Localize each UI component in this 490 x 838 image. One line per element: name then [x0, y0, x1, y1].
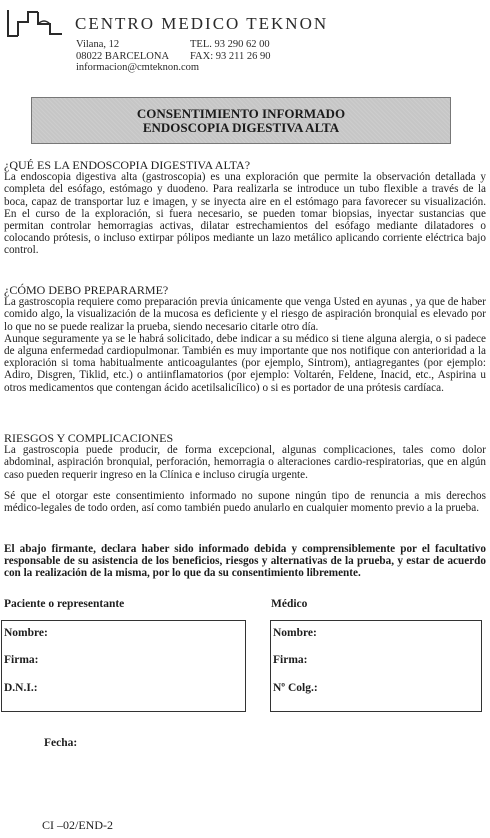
teknon-logo	[6, 6, 64, 38]
title-box	[31, 97, 451, 144]
patient-signature-box[interactable]	[1, 620, 246, 712]
email: informacion@cmteknon.com	[76, 62, 200, 73]
patient-label: Paciente o representante	[4, 598, 125, 610]
org-name: CENTRO MEDICO TEKNON	[75, 14, 329, 33]
declaration-text: El abajo firmante, declara haber sido informado debida y comprensiblemente por el facultativo responsable de su asistencia de los beneficios, riesgos y alternativas de la prueba, y estar de acuerdo con la realización de la misma, por lo que da su consentimiento libremente.	[4, 543, 486, 580]
contact-block	[190, 39, 271, 62]
doctor-colegiado-field[interactable]: Nº Colg.:	[273, 682, 318, 694]
title-line-2: ENDOSCOPIA DIGESTIVA ALTA	[142, 120, 340, 135]
doctor-label: Médico	[271, 598, 308, 610]
patient-dni-field[interactable]: D.N.I.:	[4, 682, 38, 694]
doctor-name-field[interactable]: Nombre:	[273, 627, 317, 639]
section-what	[4, 159, 486, 257]
title-line-1: CONSENTIMIENTO INFORMADO	[136, 106, 346, 121]
section-declaration	[4, 543, 486, 580]
patient-signature-field[interactable]: Firma:	[4, 654, 39, 666]
section-rights	[4, 490, 486, 514]
section-what-text: La endoscopia digestiva alta (gastroscopia) es una exploración que permite la observación detallada y completa del esófago, estómago y duodeno. Para realizarla se introduce un tubo flexible a través de la boca, capaz de transportar luz e imagen, y se inyecta aire en el estómago para favorecer su visualización. En el curso de la exploración, si fuera necesario, se pueden tomar biopsias, inyectar sustancias que permitan controlar hemorragias activas, dilatar estrechamientos del esófago mediante dilatadores o colocando prótesis, o incluso extirpar pólipos mediante un lazo metálico aplicando corriente eléctrica bajo control.	[4, 171, 486, 257]
section-risks-text: La gastroscopia puede producir, de forma excepcional, algunas complicaciones, tales como dolor abdominal, aspiración bronquial, perforación, hemorragia o alteraciones cardio-respiratorias, que en algún caso pueden requerir ingreso en la Clínica e incluso cirugía urgente.	[4, 444, 486, 481]
patient-name-field[interactable]: Nombre:	[4, 627, 48, 639]
document-code: CI –02/END-2	[42, 818, 113, 832]
section-prep-text-2: Aunque seguramente ya se le habrá solicitado, debe indicar a su médico si tiene alguna alergia, o si padece de alguna enfermedad cardiopulmonar. También es muy importante que nos notifique con anterioridad a la exploración si toma habitualmente anticoagulantes (por ejemplo, Sintrom), antiagregantes (por ejemplo: Adiro, Disgren, Tiklid, etc.) o antiinflamatorios (por ejemplo: Voltarén, Feldene, Inacid, etc., Aspirina u otros medicamentos que contengan ácido acetilsalicílico) o si es portador de una prótesis cardíaca.	[4, 332, 486, 394]
address-block	[76, 39, 199, 74]
address-city: 08022 BARCELONA	[76, 50, 170, 62]
fax: FAX: 93 211 26 90	[190, 50, 271, 62]
section-risks-heading: RIESGOS Y COMPLICACIONES	[4, 431, 174, 445]
rights-text: Sé que el otorgar este consentimiento informado no supone ningún tipo de renuncia a mis derechos médico-legales de todo orden, así como también puedo anularlo en cualquier momento previo a la prueba.	[4, 490, 486, 515]
date-field[interactable]: Fecha:	[44, 737, 78, 749]
section-prep	[4, 284, 486, 394]
section-what-heading: ¿QUÉ ES LA ENDOSCOPIA DIGESTIVA ALTA?	[4, 158, 251, 172]
doctor-signature-field[interactable]: Firma:	[273, 654, 308, 666]
section-risks	[4, 432, 486, 481]
section-prep-heading: ¿CÓMO DEBO PREPARARME?	[4, 283, 169, 297]
section-prep-text-1: La gastroscopia requiere como preparación previa únicamente que venga Usted en ayunas , ya que de haber comido algo, la visualización de la mucosa es deficiente y el riesgo de aspiración bronquial es elevado por lo que no se puede realizar la prueba, siendo necesario citarle otro día.	[4, 296, 486, 333]
doctor-signature-box[interactable]	[270, 620, 482, 712]
address-street: Vilana, 12	[76, 39, 120, 50]
telephone: TEL. 93 290 62 00	[190, 39, 270, 50]
